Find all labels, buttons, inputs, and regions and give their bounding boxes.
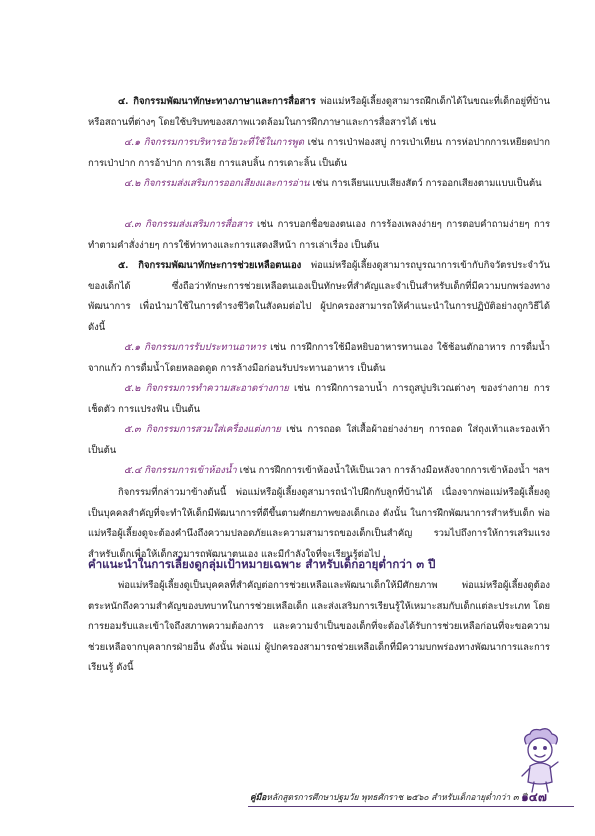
item-4-3-text: เช่น การบอกชื่อของตนเอง การร้องเพลงง่ายๆ การตอบคำถามง่ายๆ การทำตามคำสั่งง่ายๆ การใช้ท่าทางและการแสดงสีหน้า การเล่าเรื่อง เป็นต้น — [88, 219, 550, 251]
section-4-title: ๔. กิจกรรมพัฒนาทักษะทางภาษาและการสื่อสาร — [118, 96, 316, 107]
section-heading: คำแนะนำในการเลี้ยงดูกลุ่มเป้าหมายเฉพาะ สำหรับเด็กอายุต่ำกว่า ๓ ปี — [88, 557, 436, 571]
closing-paragraph: พ่อแม่หรือผู้เลี้ยงดูเป็นบุคคลที่สำคัญต่อการช่วยเหลือและพัฒนาเด็กให้มีศักยภาพ พ่อแม่หรือผู้เลี้ยงดูต้องตระหนักถึงความสำคัญของบทบาทในการช่วยเหลือเด็ก และส่งเสริมการเรียนรู้ให้เหมาะสมกับเด็กแต่ละประเภท โดยการยอมรับและเข้าใจถึงสภาพความต้องการ และความจำเป็นของเด็กที่จะต้องได้รับการช่วยเหลือก่อนที่จะขอความช่วยเหลือจากบุคลากรฝ่ายอื่น ดังนั้น พ่อแม่ ผู้ปกครองสามารถช่วยเหลือเด็กที่มีความบกพร่องทางพัฒนาการและการเรียนรู้ ดังนี้ — [88, 580, 550, 673]
item-4-2 — [88, 174, 550, 195]
item-5-2-label: ๕.๒ กิจกรรมการทำความสะอาดร่างกาย — [124, 383, 289, 394]
item-4-1-label: ๔.๑ กิจกรรมการบริหารอวัยวะที่ใช้ในการพูด — [124, 137, 304, 148]
item-5-1 — [88, 338, 550, 379]
item-5-4-text: เช่น การฝึกการเข้าห้องน้ำให้เป็นเวลา การล้างมือหลังจากการเข้าห้องน้ำ ฯลฯ — [239, 465, 550, 476]
section-5-intro — [88, 256, 550, 338]
section-4-text: พ่อแม่หรือผู้เลี้ยงดูสามารถฝึกเด็กได้ในขณะที่เด็กอยู่ที่บ้านหรือสถานที่ต่างๆ โดยใช้บริบทของสภาพแวดล้อมในการฝึกภาษาและการสื่อสารได้ เช่น — [88, 96, 550, 128]
section-5-text: พ่อแม่หรือผู้เลี้ยงดูสามารถบูรณาการเข้ากับกิจวัตรประจำวันของเด็กได้ ซึ่งถือว่าทักษะการช่วยเหลือตนเองเป็นทักษะที่สำคัญและจำเป็นสำหรับเด็กที่มีความบกพร่องทางพัฒนาการ เพื่อนำมาใช้ในการดำรงชีวิตในสังคมต่อไป ผู้ปกครองสามารถให้คำแนะนำในการปฏิบัติอย่างถูกวิธีได้ ดังนี้ — [88, 260, 550, 333]
item-5-1-label: ๕.๑ กิจกรรมการรับประทานอาหาร — [124, 342, 266, 353]
item-4-1 — [88, 133, 550, 174]
summary-paragraph: กิจกรรมที่กล่าวมาข้างต้นนี้ พ่อแม่หรือผู้เลี้ยงดูสามารถนำไปฝึกกับลูกที่บ้านได้ เนื่องจากพ่อแม่หรือผู้เลี้ยงดูเป็นบุคคลสำคัญที่จะทำให้เด็กมีพัฒนาการที่ดีขึ้นตามศักยภาพของเด็กเอง ดังนั้น ในการฝึกพัฒนาการสำหรับเด็ก พ่อแม่หรือผู้เลี้ยงดูจะต้องคำนึงถึงความปลอดภัยและความสามารถของเด็กเป็นสำคัญ รวมไปถึงการให้การเสริมแรงสำหรับเด็กเพื่อให้เด็กสามารถพัฒนาตนเอง และมีกำลังใจที่จะเรียนรู้ต่อไป — [88, 487, 550, 560]
item-5-2-text: เช่น การฝึกการอาบน้ำ การถูสบู่บริเวณต่างๆ ของร่างกาย การเช็ดตัว การแปรงฟัน เป็นต้น — [88, 383, 550, 415]
section-5-title: ๕. กิจกรรมพัฒนาทักษะการช่วยเหลือตนเอง — [118, 260, 302, 271]
item-4-2-label: ๔.๒ กิจกรรมส่งเสริมการออกเสียงและการอ่าน — [124, 178, 310, 189]
item-4-2-text: เช่น การเลียนแบบเสียงสัตว์ การออกเสียงตามแบบเป็นต้น — [312, 178, 542, 189]
footer-guide: คู่มือ — [250, 793, 267, 803]
item-5-2 — [88, 379, 550, 420]
footer-rule — [248, 806, 574, 807]
item-5-3-text: เช่น การถอด ใส่เสื้อผ้าอย่างง่ายๆ การถอด ใส่ถุงเท้าและรองเท้า เป็นต้น — [88, 424, 550, 456]
footer-title: หลักสูตรการศึกษาปฐมวัย พุทธศักราช ๒๕๖๐ สำหรับเด็กอายุต่ำกว่า ๓ ปี — [266, 793, 527, 803]
cartoon-child-icon — [512, 726, 568, 796]
item-4-1-text: เช่น การเป่าฟองสบู่ การเป่าเทียน การห่อปากการเหยียดปาก การเป่าปาก การอ้าปาก การเลีย การแลบลิ้น การเดาะลิ้น เป็นต้น — [88, 137, 550, 169]
item-5-3 — [88, 420, 550, 461]
section-4-intro — [88, 92, 550, 133]
item-5-3-label: ๕.๓ กิจกรรมการสวมใส่เครื่องแต่งกาย — [124, 424, 281, 435]
footer-caption — [250, 790, 527, 804]
page-number: ๑๔๗ — [521, 790, 547, 804]
item-4-3 — [88, 215, 550, 256]
item-4-3-label: ๔.๓ กิจกรรมส่งเสริมการสื่อสาร — [124, 219, 253, 230]
item-5-4-label: ๕.๔ กิจกรรมการเข้าห้องน้ำ — [124, 465, 237, 476]
item-5-1-text: เช่น การฝึกการใช้มือหยิบอาหารทานเอง ใช้ช้อนตักอาหาร การดื่มน้ำจากแก้ว การดื่มน้ำโดยหลอดดูด การล้างมือก่อนรับประทานอาหาร เป็นต้น — [88, 342, 551, 374]
item-5-4 — [88, 461, 550, 482]
